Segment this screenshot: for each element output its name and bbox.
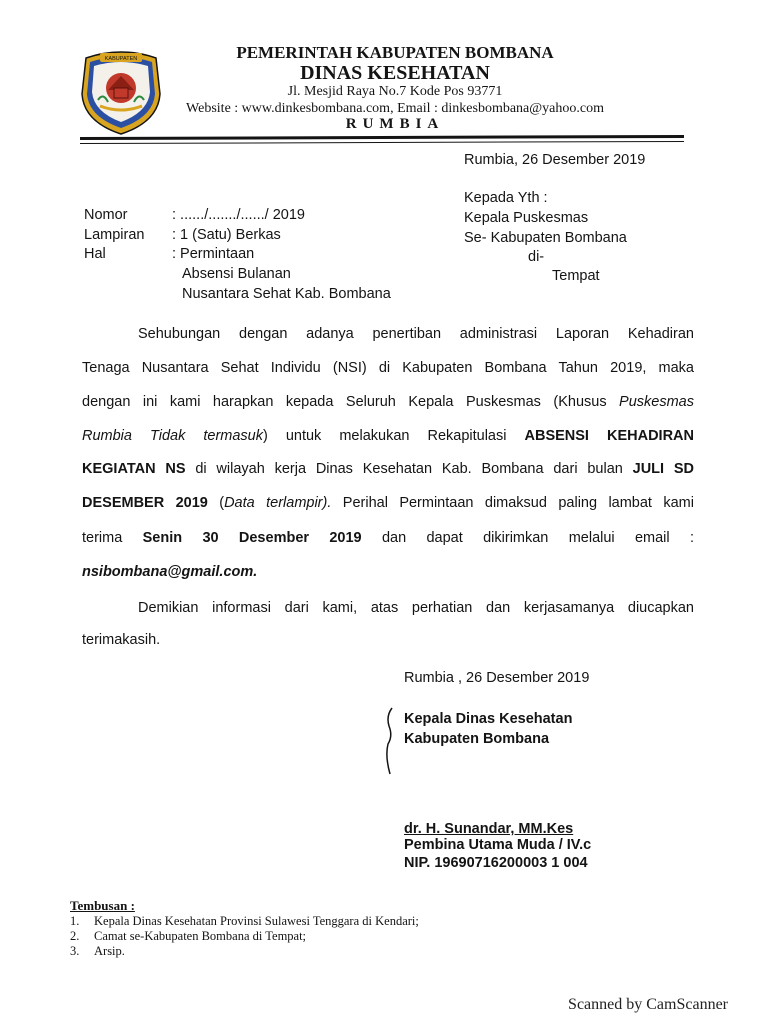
recipient-place: Tempat [552, 268, 600, 284]
recipient-salutation: Kepada Yth : [464, 190, 548, 206]
body-line-3: dengan ini kami harapkan kepada Seluruh Kepala Puskesmas (Khusus Puskesmas [82, 394, 694, 410]
signature-date: Rumbia , 26 Desember 2019 [404, 670, 590, 686]
letterhead-divider-thin [80, 141, 684, 144]
tembusan-heading: Tembusan : [70, 898, 135, 913]
letterhead-address: Jl. Mesjid Raya No.7 Kode Pos 93771 [287, 84, 503, 99]
closing-line-2: terimakasih. [82, 632, 161, 648]
closing-line-1: Demikian informasi dari kami, atas perhatian dan kerjasamanya diucapkan [138, 600, 694, 616]
tembusan-item: 2. Camat se-Kabupaten Bombana di Tempat; [70, 929, 307, 943]
letterhead-city: RUMBIA [345, 116, 445, 132]
signer-office: Kabupaten Bombana [404, 731, 550, 747]
body-line-5: KEGIATAN NS di wilayah kerja Dinas Kesehatan Kab. Bombana dari bulan JULI SD [82, 461, 694, 477]
tembusan-item: 1. Kepala Dinas Kesehatan Provinsi Sulawesi Tenggara di Kendari; [70, 914, 419, 928]
body-line-7: terima Senin 30 Desember 2019 dan dapat dikirimkan melalui email : [82, 530, 694, 546]
recipient-region: Se- Kabupaten Bombana [464, 230, 627, 246]
hal-value-1: : Permintaan [172, 246, 255, 262]
body-line-2: Tenaga Nusantara Sehat Individu (NSI) di Kabupaten Bombana Tahun 2019, maka [82, 360, 694, 376]
body-line-4: Rumbia Tidak termasuk) untuk melakukan Rekapitulasi ABSENSI KEHADIRAN [82, 428, 694, 444]
hal-value-2: Absensi Bulanan [182, 266, 291, 282]
letterhead-agency: DINAS KESEHATAN [300, 62, 490, 84]
scanner-watermark: Scanned by CamScanner [568, 996, 728, 1013]
body-line-6: DESEMBER 2019 (Data terlampir). Perihal Permintaan dimaksud paling lambat kami [82, 495, 694, 511]
tembusan-item: 3. Arsip. [70, 944, 125, 958]
lampiran-value: : 1 (Satu) Berkas [172, 227, 281, 243]
contact-email: nsibombana@gmail.com. [82, 564, 258, 580]
letterhead-divider-thick [80, 135, 684, 140]
recipient-di: di- [528, 249, 545, 265]
body-line-1: Sehubungan dengan adanya penertiban administrasi Laporan Kehadiran [138, 326, 694, 342]
hal-value-3: Nusantara Sehat Kab. Bombana [182, 286, 391, 302]
signature-bracket-mark [384, 706, 396, 776]
logo-text: KABUPATEN [104, 56, 138, 62]
signer-name: dr. H. Sunandar, MM.Kes [404, 821, 574, 837]
hal-label: Hal [84, 246, 106, 262]
letterhead-government: PEMERINTAH KABUPATEN BOMBANA [236, 43, 554, 62]
bombana-regency-emblem-icon [78, 44, 164, 136]
lampiran-label: Lampiran [84, 227, 145, 243]
letterhead-website-email: Website : www.dinkesbombana.com, Email : dinkesbombana@yahoo.com [186, 101, 604, 116]
nomor-value: : ....../......./....../ 2019 [172, 207, 305, 223]
recipient-title: Kepala Puskesmas [464, 210, 589, 226]
signer-nip: NIP. 19690716200003 1 004 [404, 855, 588, 871]
signer-position: Kepala Dinas Kesehatan [404, 711, 573, 727]
letter-date: Rumbia, 26 Desember 2019 [464, 152, 646, 168]
signer-rank: Pembina Utama Muda / IV.c [404, 837, 592, 853]
nomor-label: Nomor [84, 207, 128, 223]
